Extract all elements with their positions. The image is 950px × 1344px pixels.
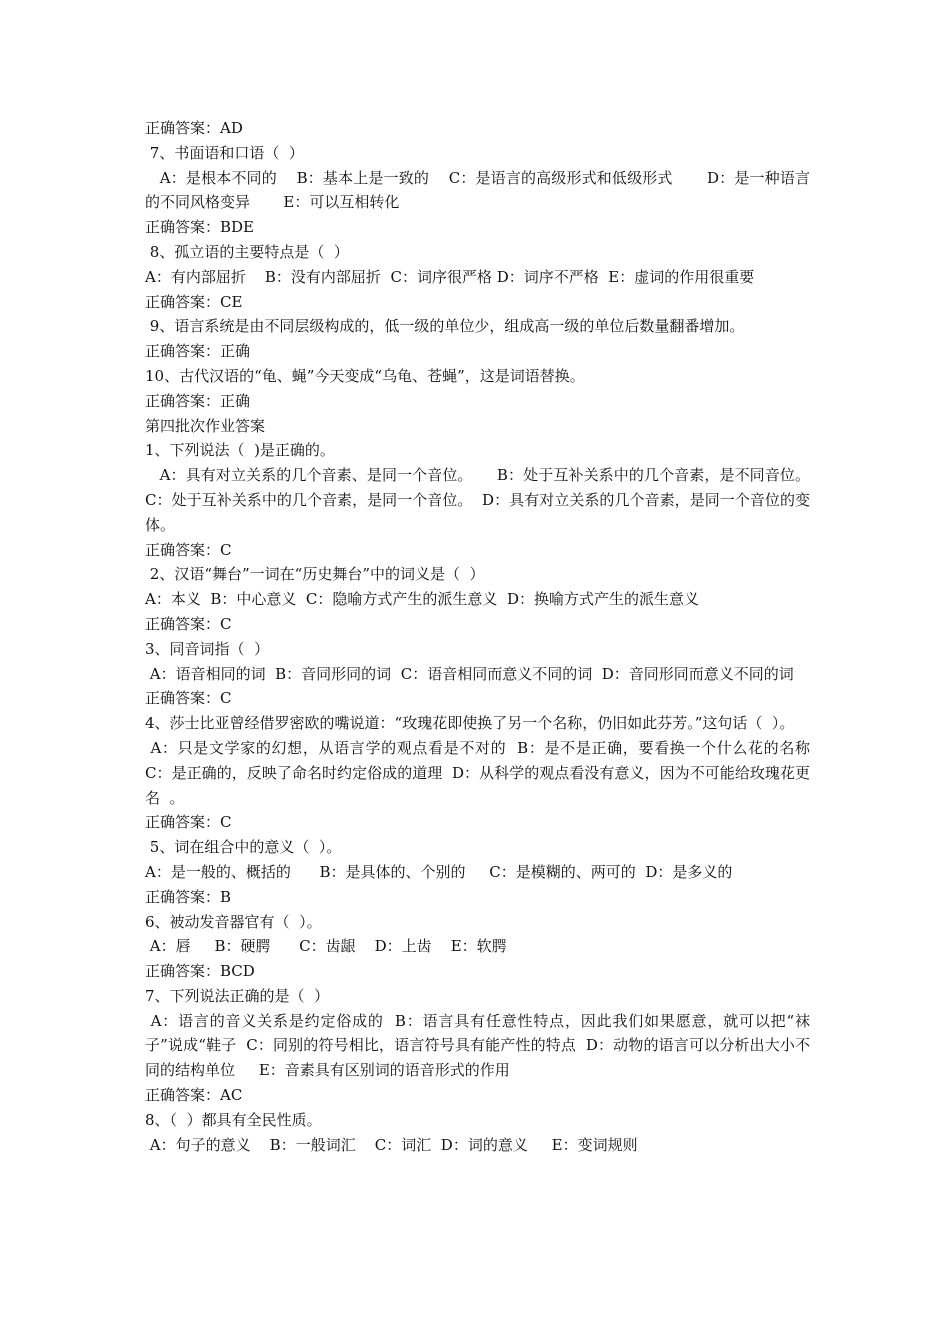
answer-line: 正确答案：C: [145, 689, 232, 708]
question-4-options: A：只是文学家的幻想，从语言学的观点看是不对的 B：是不是正确，要看换一个什么花的名称 C：是正确的，反映了命名时约定俗成的道理 D：从科学的观点看没有意义，因为不可能给玫瑰花更名 。: [145, 738, 820, 807]
answer-line: 正确答案：BDE: [145, 218, 254, 237]
answer-line: 正确答案：AC: [145, 1086, 243, 1105]
question-1-text: 1、下列说法（ )是正确的。: [145, 441, 335, 460]
answer-line: 正确答案：C: [145, 540, 232, 559]
answer-line: 正确答案：正确: [145, 342, 251, 361]
question-2-options: A：本义 B：中心意义 C：隐喻方式产生的派生意义 D：换喻方式产生的派生意义: [145, 590, 699, 609]
question-9-text: 9、语言系统是由不同层级构成的，低一级的单位少，组成高一级的单位后数量翻番增加。: [145, 317, 745, 336]
answer-line: 正确答案：CE: [145, 292, 243, 311]
question-7-text: 7、书面语和口语（ ）: [145, 143, 304, 162]
question-3-text: 3、同音词指（ ）: [145, 639, 270, 658]
question-6-options: A：唇 B：硬腭 C：齿龈 D：上齿 E：软腭: [145, 937, 507, 956]
question-8b-text: 8、（ ）都具有全民性质。: [145, 1110, 322, 1129]
answer-line: 正确答案：B: [145, 887, 232, 906]
section-heading: 第四批次作业答案: [145, 416, 266, 435]
question-6-text: 6、被动发音器官有（ ）。: [145, 912, 322, 931]
answer-line: 正确答案：AD: [145, 119, 243, 137]
question-4-text: 4、莎士比亚曾经借罗密欧的嘴说道：“玫瑰花即使换了另一个名称，仍旧如此芬芳。”这句话（ ）。: [145, 714, 795, 733]
question-8b-options: A：句子的意义 B：一般词汇 C：词汇 D：词的意义 E：变词规则: [145, 1135, 638, 1154]
question-2-text: 2、汉语“舞台”一词在“历史舞台”中的词义是（ ）: [145, 565, 485, 584]
question-7b-options: A：语言的音义关系是约定俗成的 B：语言具有任意性特点，因此我们如果愿意，就可以把“袜子”说成“鞋子 C：同别的符号相比，语言符号具有能产性的特点 D：动物的语言可以分析出大小不同的结构单位 E：音素具有区别词的语音形式的作用: [145, 1011, 810, 1080]
question-8-options: A：有内部屈折 B：没有内部屈折 C：词序很严格 D：词序不严格 E：虚词的作用很重要: [145, 267, 755, 286]
answer-line: 正确答案：正确: [145, 391, 251, 410]
document-body: [145, 116, 830, 1157]
answer-line: 正确答案：C: [145, 614, 232, 633]
answer-line: 正确答案：BCD: [145, 962, 255, 981]
question-3-options: A：语音相同的词 B：音同形同的词 C：语音相同而意义不同的词 D：音同形同而意义不同的词: [145, 664, 794, 683]
answer-line: 正确答案：C: [145, 813, 232, 832]
question-5-text: 5、词在组合中的意义（ ）。: [145, 838, 342, 857]
question-1-options: A：具有对立关系的几个音素、是同一个音位。 B：处于互补关系中的几个音素，是不同音位。 C：处于互补关系中的几个音素，是同一个音位。 D：具有对立关系的几个音素，是同一个音位的变体。: [145, 466, 830, 534]
question-7b-text: 7、下列说法正确的是（ ）: [145, 986, 330, 1005]
question-8-text: 8、孤立语的主要特点是（ ）: [145, 242, 349, 261]
question-5-options: A：是一般的、概括的 B：是具体的、个别的 C：是模糊的、两可的 D：是多义的: [145, 862, 733, 881]
question-10-text: 10、古代汉语的“龟、蝇”今天变成“乌龟、苍蝇”，这是词语替换。: [145, 366, 585, 385]
question-7-options: A：是根本不同的 B：基本上是一致的 C：是语言的高级形式和低级形式 D：是一种语言的不同风格变异 E：可以互相转化: [145, 168, 810, 212]
